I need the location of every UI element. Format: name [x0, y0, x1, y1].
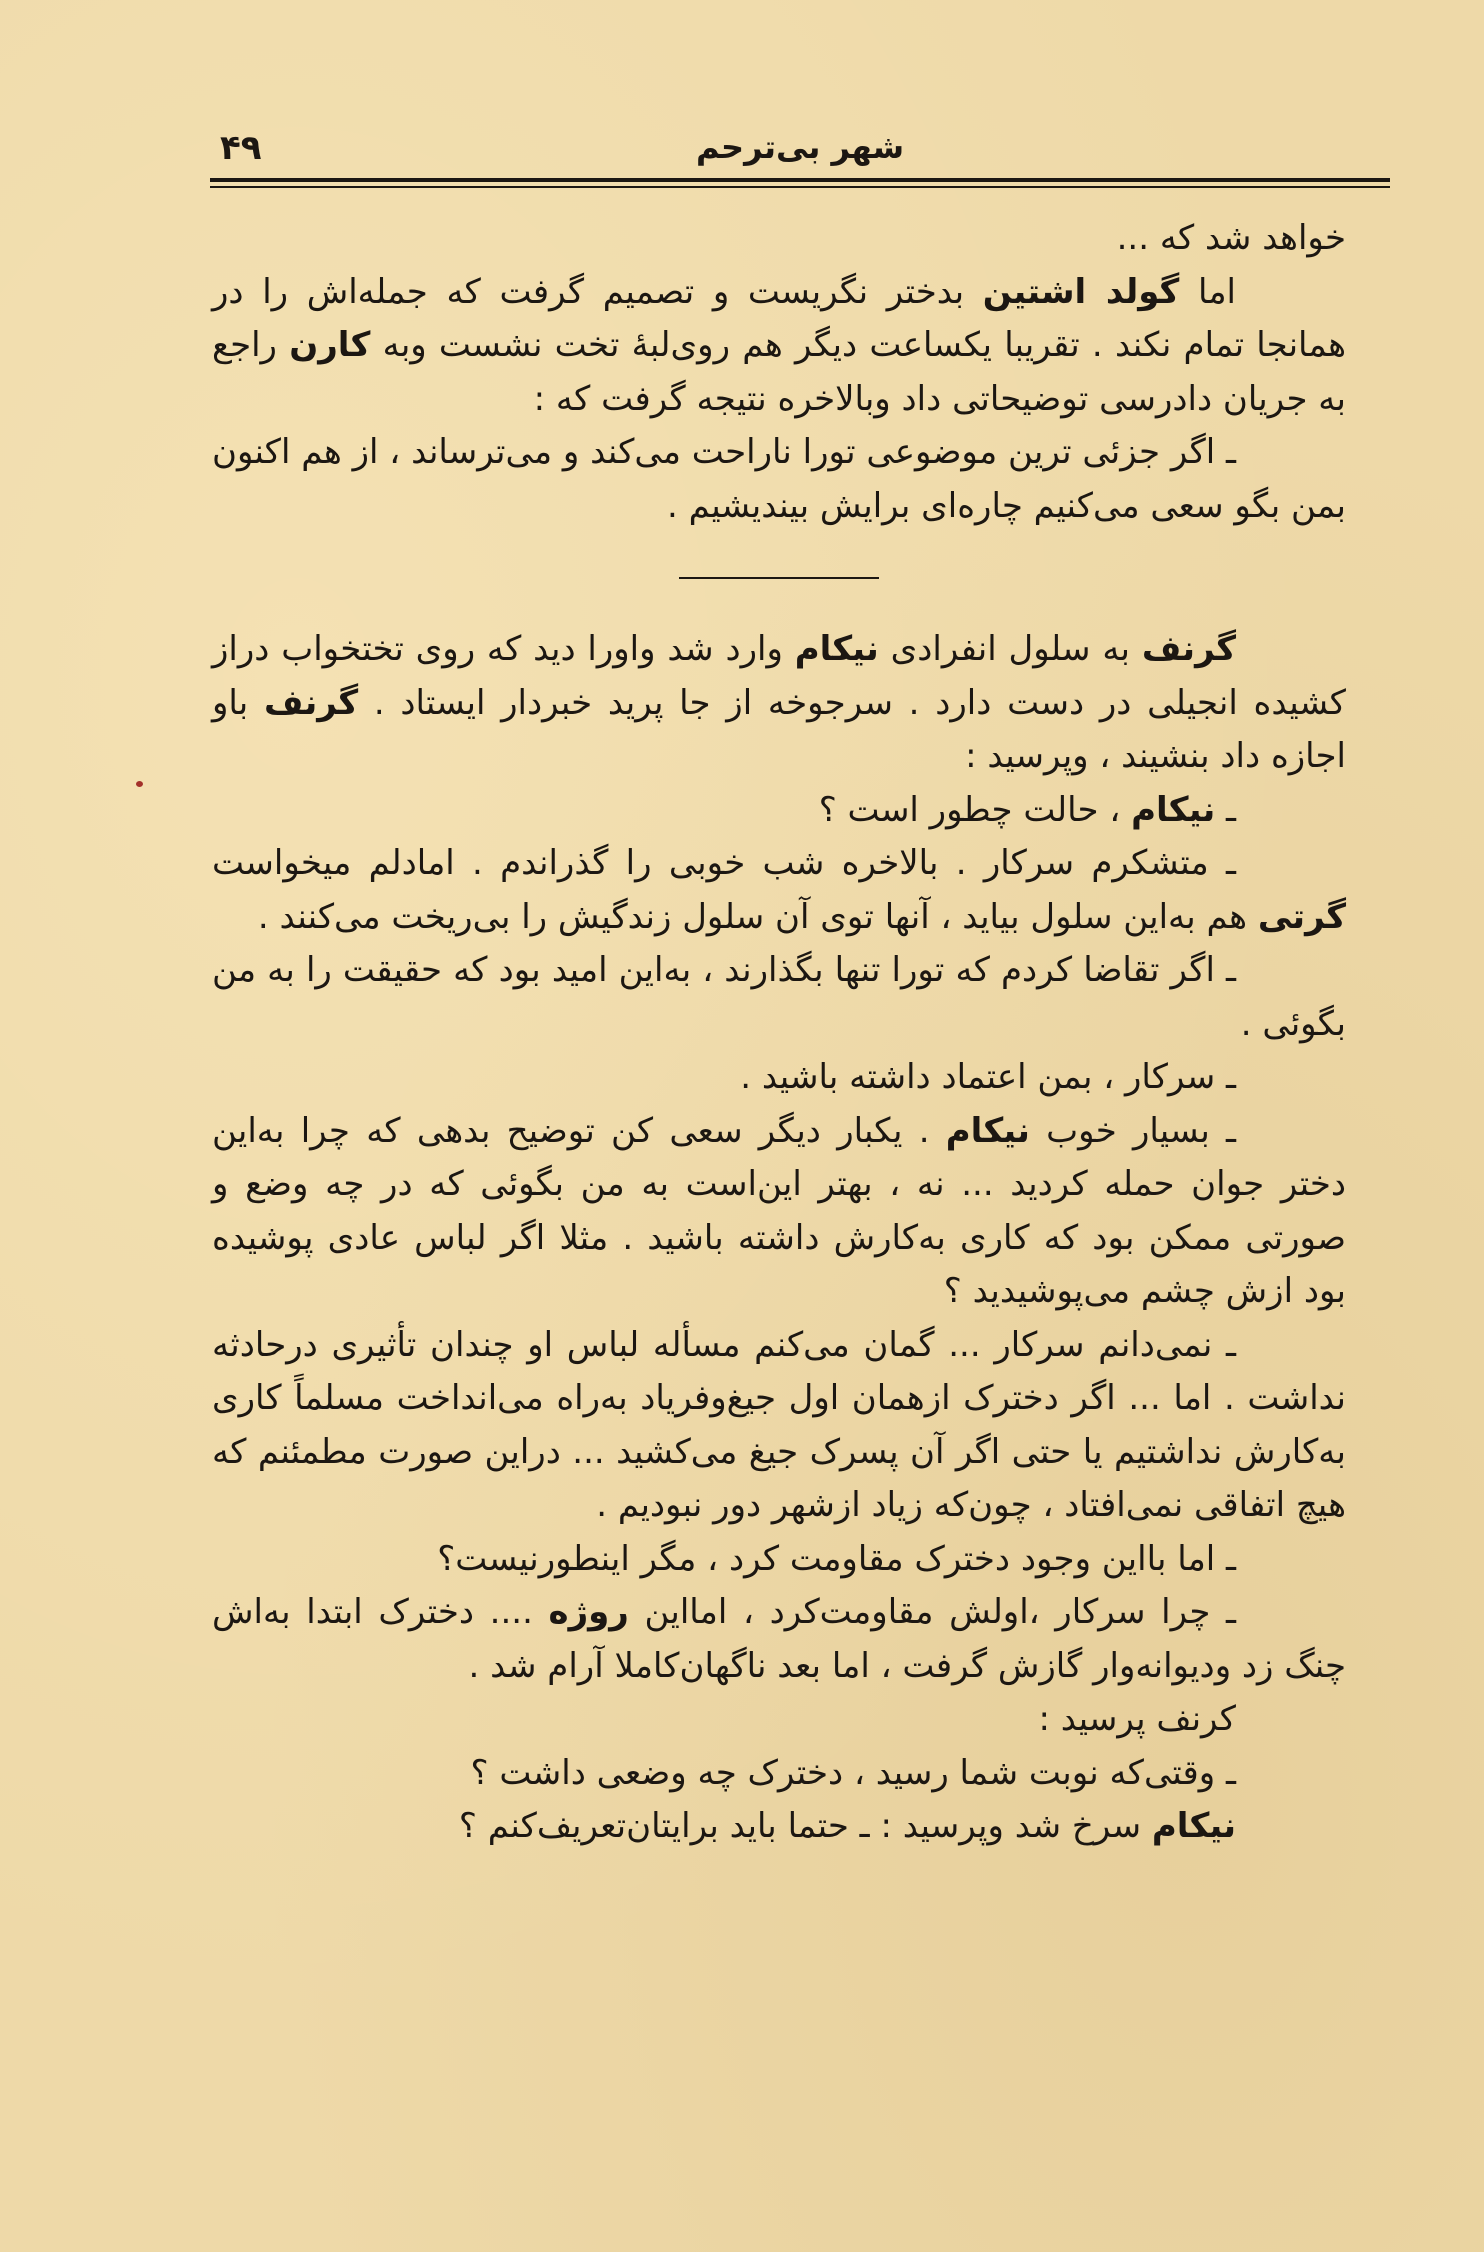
- header-rule-thin: [210, 186, 1390, 188]
- paragraph: اما گولد اشتین بدختر نگریست و تصمیم گرفت که جمله‌اش را در همانجا تمام نکند . تقریبا یکساعت دیگر هم روی‌لبهٔ تخت نشست وبه کارن راجع به جریان دادرسی توضیحاتی داد وبالاخره نتیجه گرفت که :: [212, 271, 1347, 419]
- ink-spot: [136, 781, 143, 787]
- dialogue-line: ـ بسیار خوب نیکام . یکبار دیگر سعی کن توضیح بدهی که چرا به‌این دختر جوان حمله کردید ... نه ، بهتر این‌است به من بگوئی که در چه وضع و صورتی ممکن بود که کاری به‌کارش داشته باشید . مثلا اگر لباس عادی پوشیده بود ازش چشم می‌پوشیدید ؟: [212, 1110, 1346, 1311]
- dialogue-line: ـ اگر تقاضا کردم که تورا تنها بگذارند ، به‌این امید بود که حقیقت را به من بگوئی .: [212, 950, 1346, 1044]
- character-name: نیکام: [1131, 789, 1216, 830]
- dialogue-line: ـ اگر جزئی ترین موضوعی تورا ناراحت می‌کند و می‌ترساند ، از هم اکنون بمن بگو سعی می‌کنیم چاره‌ای برایش بیندیشیم .: [212, 432, 1346, 526]
- dialogue-line: ـ متشکرم سرکار . بالاخره شب خوبی را گذراندم . امادلم میخواست گرتی هم به‌این سلول بیاید ، آنها توی آن سلول زندگیش را بی‌ریخت می‌کنند .: [212, 843, 1346, 937]
- body-text: [212, 212, 1346, 1854]
- dialogue-line: ـ چرا سرکار ،اولش مقاومت‌کرد ، امااین روژه .... دخترک ابتدا به‌اش چنگ زد ودیوانه‌وار گازش گرفت ، اما بعد ناگهان‌کاملا آرام شد .: [212, 1592, 1346, 1686]
- header-rule-thick: [210, 178, 1390, 182]
- character-name: گرنف: [1141, 629, 1236, 669]
- running-title: شهر بی‌ترحم: [695, 128, 905, 166]
- dialogue-line: ـ نمی‌دانم سرکار ... گمان می‌کنم مسأله لباس او چندان تأثیری درحادثه نداشت . اما ... اگر دخترک ازهمان اول جیغ‌وفریاد به‌راه می‌انداخت مسلماً کاری به‌کارش نداشتیم یا حتی اگر آن پسرک جیغ می‌کشید ... دراین صورت مطمئنم که هیچ اتفاقی نمی‌افتاد ، چون‌که زیاد ازشهر دور نبودیم .: [212, 1324, 1346, 1525]
- page-header: [210, 128, 1390, 180]
- character-name: نیکام: [1151, 1806, 1236, 1846]
- character-name: نیکام: [945, 1110, 1030, 1151]
- page-number: ۴۹: [220, 128, 262, 168]
- dialogue-line: ـ نیکام ، حالت چطور است ؟: [818, 789, 1236, 830]
- character-name: گرتی: [1257, 896, 1346, 937]
- character-name: نیکام: [794, 629, 879, 669]
- character-name: گرنف: [263, 682, 359, 723]
- dialogue-line: ـ سرکار ، بمن اعتماد داشته باشید .: [740, 1057, 1236, 1097]
- paragraph: نیکام سرخ شد وپرسید : ـ حتما باید برایتان‌تعریف‌کنم ؟: [458, 1806, 1236, 1846]
- character-name: کارن: [289, 325, 371, 365]
- paragraph: خواهد شد که ...: [1116, 218, 1346, 258]
- character-name: گولد اشتین: [982, 271, 1180, 312]
- section-divider: [679, 577, 879, 579]
- dialogue-line: ـ اما بااین وجود دخترک مقاومت کرد ، مگر اینطورنیست؟: [437, 1538, 1236, 1579]
- character-name: روژه: [548, 1592, 629, 1632]
- dialogue-line: ـ وقتی‌که نوبت شما رسید ، دخترک چه وضعی داشت ؟: [470, 1752, 1236, 1793]
- paragraph: کرنف پرسید :: [1038, 1699, 1236, 1739]
- paragraph: گرنف به سلول انفرادی نیکام وارد شد واورا دید که روی تختخواب دراز کشیده انجیلی در دست دارد . سرجوخه از جا پرید خبردار ایستاد . گرنف باو اجازه داد بنشیند ، وپرسید :: [212, 629, 1346, 776]
